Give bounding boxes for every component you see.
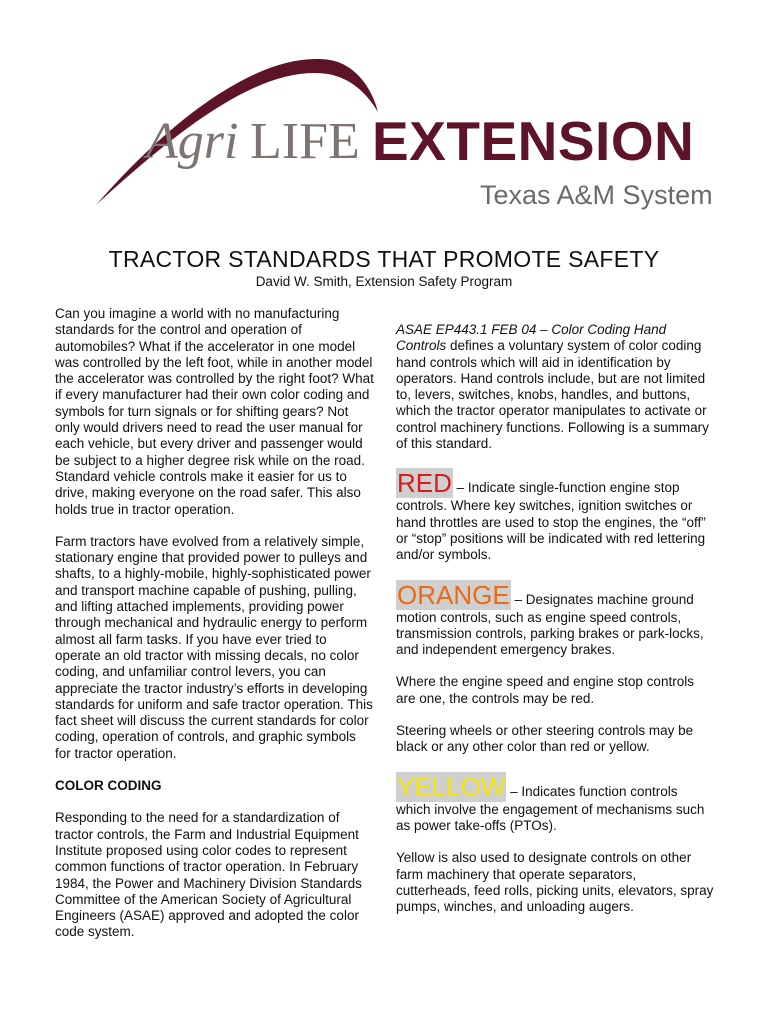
red-text: – Indicate single-function engine stop controls. Where key switches, ignition switches or hand throttles are used to stop the engines, the “off” or “stop” positions will be indicated with red lettering and/or symbols. (396, 480, 706, 563)
page-title: TRACTOR STANDARDS THAT PROMOTE SAFETY (108, 246, 660, 272)
left-column (55, 306, 375, 957)
red-label: RED (397, 468, 452, 499)
logo-extension-text: EXTENSION (372, 110, 695, 172)
yellow-text: – Indicates function controls which involve the engagement of mechanisms such as power take-offs (PTOs). (396, 783, 705, 833)
author-line: David W. Smith, Extension Safety Program (255, 274, 513, 289)
yellow-label: YELLOW (397, 771, 506, 802)
paragraph-color-coding: Responding to the need for a standardization of tractor controls, the Farm and Industrial Equipment Institute proposed using color codes to represent common functions of tractor operation. In February 1984, the Power and Machinery Division Standards Committee of the American Society of Agricultural Engineers (ASAE) approved and adopted the color code system. (55, 810, 362, 940)
logo-agri-text: Agri (146, 113, 239, 170)
standard-name: ASAE EP443.1 FEB 04 – Color Coding Hand Controls (396, 322, 667, 354)
paragraph-standard-intro (396, 322, 714, 452)
red-entry (396, 468, 714, 563)
paragraph-farm-tractors: Farm tractors have evolved from a relatively simple, stationary engine that provided power to pulleys and shafts, to a highly-mobile, highly-sophisticated power and transport machine capable of pushing, pulling, and lifting attached implements, providing power through mechanical and hydraulic energy to perform almost all farm tasks. If you have ever tried to operate an old tractor with missing decals, no color coding, and unfamiliar control levers, you can appreciate the tractor industry’s efforts in developing standards for uniform and safe tractor operation. This fact sheet will discuss the current standards for color coding, operation of controls, and graphic symbols for tractor operation. (55, 533, 373, 761)
orange-text: – Designates machine ground motion controls, such as engine speed controls, transmission controls, parking brakes or park-locks, and independent emergency brakes. (396, 591, 704, 658)
right-column (396, 322, 714, 931)
paragraph-intro: Can you imagine a world with no manufacturing standards for the control and operation of automobiles? What if the accelerator in one model was controlled by the left foot, while in another model the accelerator was controlled by the right foot? What if every manufacturer had their own color coding and symbols for turn signals or for shifting gears? Not only would drivers need to read the user manual for each vehicle, but every driver and passenger would be subject to a higher degree risk while on the road. Standard vehicle controls make it easier for us to drive, making everyone on the road safer. This also holds true in tractor operation. (55, 306, 374, 517)
orange-label: ORANGE (397, 579, 510, 610)
standard-intro-text: defines a voluntary system of color coding hand controls which will aid in identification by operators. Hand controls include, but are not limited to, levers, switches, knobs, handles, and buttons, which the tractor operator manipulates to activate or control machinery functions. Following is a summary of this standard. (396, 338, 709, 452)
orange-note-engine: Where the engine speed and engine stop controls are one, the controls may be red. (396, 674, 694, 706)
yellow-entry (396, 772, 714, 835)
logo-life-text: LIFE (250, 113, 360, 170)
orange-entry (396, 580, 714, 659)
section-heading-color-coding: COLOR CODING (55, 778, 162, 794)
yellow-note-machinery: Yellow is also used to designate controls on other farm machinery that operate separators, cutterheads, feed rolls, picking units, elevators, spray pumps, winches, and unloading augers. (396, 850, 714, 915)
orange-note-steering: Steering wheels or other steering controls may be black or any other color than red or yellow. (396, 723, 694, 755)
logo-system-text: Texas A&M System (480, 180, 713, 210)
agrilife-logo (0, 0, 768, 230)
